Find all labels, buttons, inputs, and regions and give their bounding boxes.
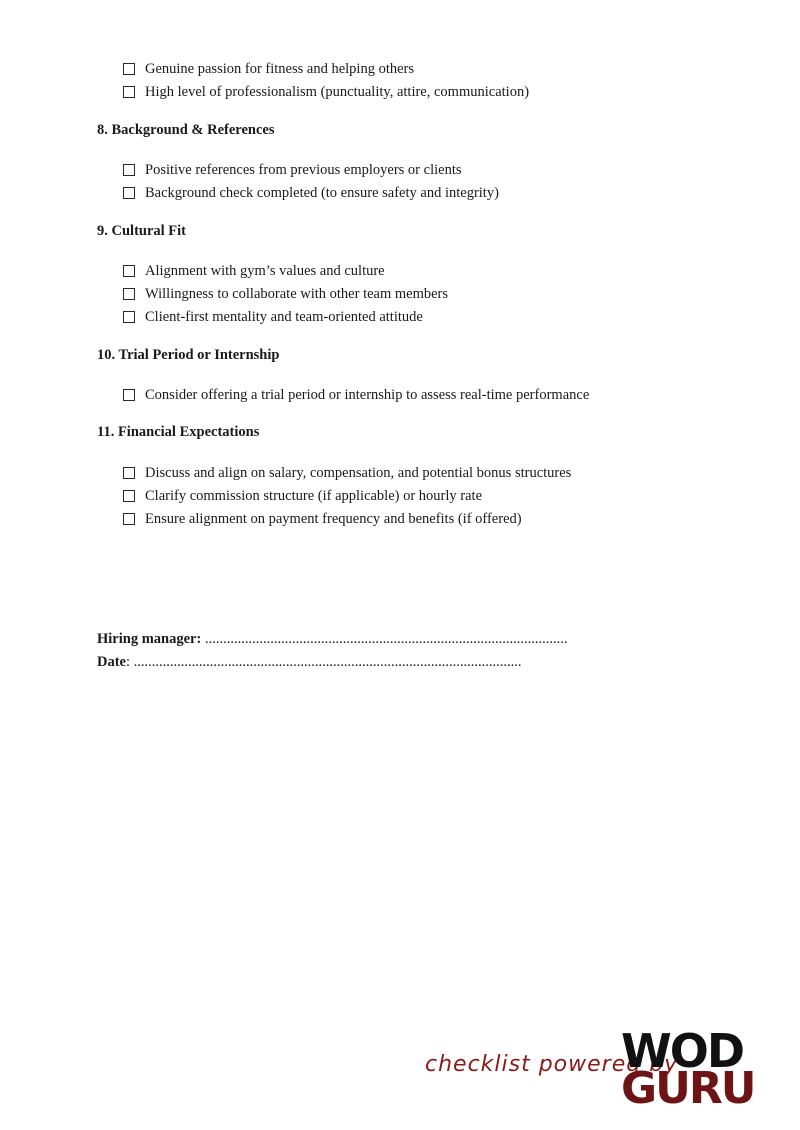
checkbox[interactable] [123,311,135,323]
checklist-item-label: Positive references from previous employers or clients [145,161,462,178]
checklist-item-label: Consider offering a trial period or internship to assess real-time performance [145,386,590,403]
checklist-item-label: Client-first mentality and team-oriented attitude [145,308,423,325]
checklist-item-label: High level of professionalism (punctuality, attire, communication) [145,83,530,100]
hiring-manager-dots: .................................................................................................... [201,631,568,647]
checklist-item-label: Willingness to collaborate with other team members [145,285,449,302]
hiring-manager-line[interactable] [97,631,567,648]
checklist-item[interactable] [123,307,423,327]
checklist-item[interactable] [123,509,522,529]
checkbox[interactable] [123,187,135,199]
checklist-item-label: Background check completed (to ensure safety and integrity) [145,184,499,201]
checkbox[interactable] [123,63,135,75]
checkbox[interactable] [123,467,135,479]
checklist-item-label: Genuine passion for fitness and helping others [145,60,415,77]
date-dots: : ........................................................................................................... [126,654,522,670]
checkbox[interactable] [123,164,135,176]
date-label: Date [97,654,126,670]
checklist-item[interactable] [123,59,414,79]
checklist-item[interactable] [123,486,482,506]
hiring-manager-label: Hiring manager: [97,631,202,647]
footer-tagline: checklist powered by [425,1052,679,1077]
checklist-item[interactable] [123,385,589,405]
checklist-item[interactable] [123,284,448,304]
section-heading: 10. Trial Period or Internship [97,347,280,363]
checklist-item[interactable] [123,183,499,203]
checklist-item-label: Alignment with gym’s values and culture [145,262,385,279]
checklist-item[interactable] [123,160,462,180]
checklist-item-label: Ensure alignment on payment frequency and benefits (if offered) [145,510,522,527]
checklist-item[interactable] [123,261,385,281]
section-heading: 8. Background & References [97,122,275,138]
checklist-item-label: Discuss and align on salary, compensation, and potential bonus structures [145,464,572,481]
logo-bottom-text: GURU [621,1063,755,1114]
checkbox[interactable] [123,288,135,300]
checklist-item[interactable] [123,82,529,102]
section-heading: 11. Financial Expectations [97,424,260,440]
checkbox[interactable] [123,265,135,277]
checklist-item-label: Clarify commission structure (if applicable) or hourly rate [145,487,483,504]
wodguru-logo [621,1024,767,1114]
checkbox[interactable] [123,389,135,401]
checkbox[interactable] [123,513,135,525]
logo-top-text: WOD [621,1024,744,1078]
checkbox[interactable] [123,490,135,502]
section-heading: 9. Cultural Fit [97,223,187,239]
date-line[interactable] [97,654,522,671]
checklist-item[interactable] [123,463,571,483]
checkbox[interactable] [123,86,135,98]
